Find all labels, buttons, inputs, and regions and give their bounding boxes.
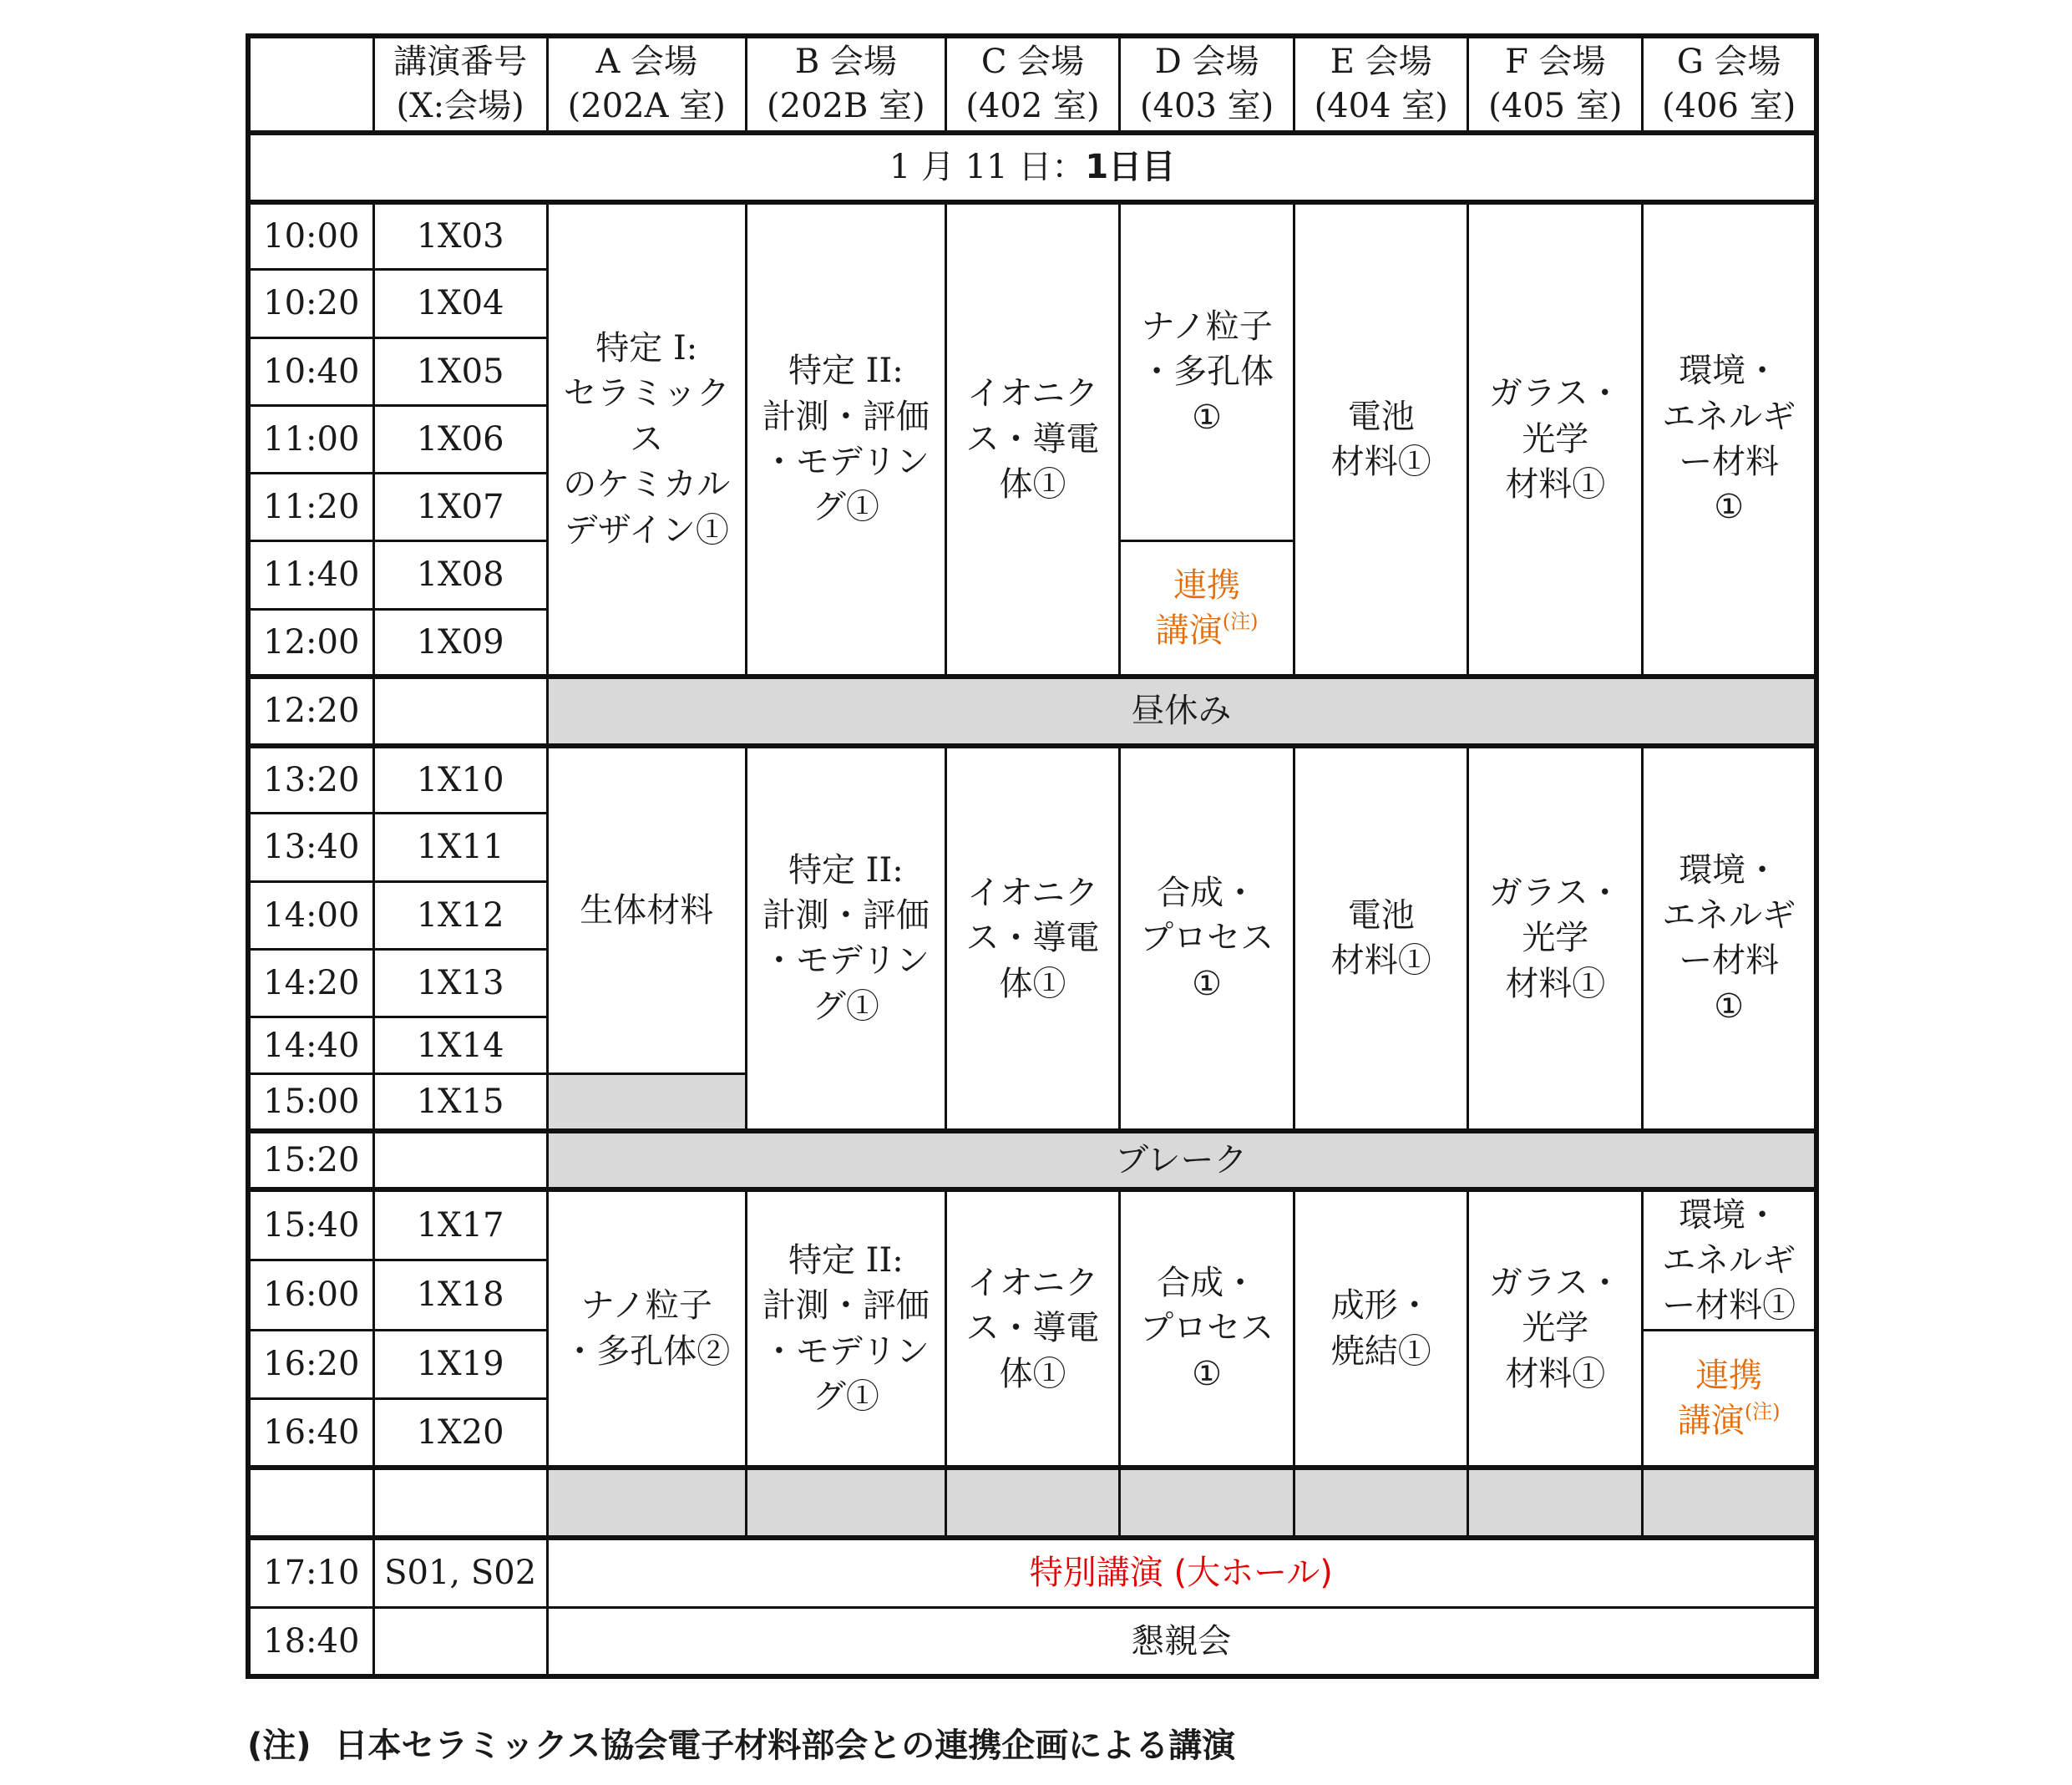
collab-label: 連携 (1173, 565, 1241, 605)
code-cell: 1X08 (373, 541, 547, 609)
header-code: 講演番号 (X:会場) (373, 36, 547, 133)
code-cell: 1X17 (373, 1189, 547, 1260)
code-cell: 1X15 (373, 1074, 547, 1131)
note-mark: (注) (1744, 1399, 1781, 1423)
lunch-break: 昼休み (547, 677, 1816, 745)
time-cell: 14:40 (248, 1017, 373, 1074)
time-cell: 12:20 (248, 677, 373, 745)
session-c-am: イオニク ス・導電 体① (945, 202, 1119, 677)
collab-label: 連携 (1695, 1356, 1763, 1395)
session-a-pm1: 生体材料 (547, 746, 746, 1074)
session-g-pm1: 環境・ エネルギ ー材料 ① (1643, 746, 1816, 1131)
code-cell: 1X03 (373, 202, 547, 270)
reception: 懇親会 (547, 1608, 1816, 1677)
special-row (248, 1538, 1816, 1607)
schedule-table (246, 33, 1819, 1679)
session-c-pm2: イオニク ス・導電 体① (945, 1189, 1119, 1468)
collab-label-2: 講演 (1677, 1401, 1745, 1440)
session-a-am: 特定 I: セラミックス のケミカル デザイン① (547, 202, 746, 677)
session-b-pm1: 特定 II: 計測・評価 ・モデリン グ① (746, 746, 945, 1131)
session-e-pm2: 成形・ 焼結① (1294, 1189, 1468, 1468)
empty-row (248, 1468, 1816, 1538)
empty-slot (746, 1468, 945, 1538)
table-row (248, 746, 1816, 814)
time-cell: 14:20 (248, 949, 373, 1017)
code-cell: 1X04 (373, 270, 547, 337)
header-room-c: C 会場 (402 室) (945, 36, 1119, 133)
header-room-d: D 会場 (403 室) (1120, 36, 1294, 133)
code-cell (373, 1468, 547, 1538)
time-cell: 11:20 (248, 474, 373, 541)
session-b-pm2: 特定 II: 計測・評価 ・モデリン グ① (746, 1189, 945, 1468)
header-room-g: G 会場 (406 室) (1643, 36, 1816, 133)
code-cell (373, 677, 547, 745)
table-row (248, 1189, 1816, 1260)
header-time (248, 36, 373, 133)
code-cell: S01, S02 (373, 1538, 547, 1607)
day-row (248, 133, 1816, 201)
footnote: (注) 日本セラミックス協会電子材料部会との連携企画による講演 (247, 1727, 1236, 1765)
session-c-pm1: イオニク ス・導電 体① (945, 746, 1119, 1131)
session-b-am: 特定 II: 計測・評価 ・モデリン グ① (746, 202, 945, 677)
header-room-a: A 会場 (202A 室) (547, 36, 746, 133)
collab-lecture-g (1643, 1330, 1816, 1468)
code-cell: 1X20 (373, 1399, 547, 1468)
code-cell (373, 1131, 547, 1189)
code-cell: 1X05 (373, 337, 547, 405)
special-lecture: 特別講演 (大ホール) (547, 1538, 1816, 1607)
lunch-row (248, 677, 1816, 745)
collab-label-2: 講演 (1155, 611, 1223, 651)
code-cell: 1X14 (373, 1017, 547, 1074)
time-cell (248, 1468, 373, 1538)
empty-slot (1294, 1468, 1468, 1538)
code-cell (373, 1608, 547, 1677)
code-cell: 1X11 (373, 814, 547, 881)
session-a-pm2: ナノ粒子 ・多孔体② (547, 1189, 746, 1468)
code-cell: 1X18 (373, 1260, 547, 1330)
day-label: 1日目 (1085, 148, 1176, 187)
session-f-pm2: ガラス・ 光学 材料① (1468, 1189, 1643, 1468)
table-row (248, 202, 1816, 270)
session-d-pm2: 合成・ プロセス ① (1120, 1189, 1294, 1468)
session-f-pm1: ガラス・ 光学 材料① (1468, 746, 1643, 1131)
day-date: 1 月 11 日： (889, 148, 1086, 187)
time-cell: 14:00 (248, 881, 373, 949)
session-d-pm1: 合成・ プロセス ① (1120, 746, 1294, 1131)
empty-slot (945, 1468, 1119, 1538)
header-room-b: B 会場 (202B 室) (746, 36, 945, 133)
time-cell: 17:10 (248, 1538, 373, 1607)
empty-slot-a (547, 1074, 746, 1131)
session-d-am: ナノ粒子 ・多孔体 ① (1120, 202, 1294, 541)
coffee-break: ブレーク (547, 1131, 1816, 1189)
code-cell: 1X07 (373, 474, 547, 541)
collab-lecture-d (1120, 541, 1294, 677)
session-g-am: 環境・ エネルギ ー材料 ① (1643, 202, 1816, 677)
time-cell: 10:40 (248, 337, 373, 405)
header-room-f: F 会場 (405 室) (1468, 36, 1643, 133)
party-row (248, 1608, 1816, 1677)
time-cell: 15:00 (248, 1074, 373, 1131)
time-cell: 11:00 (248, 405, 373, 473)
time-cell: 13:20 (248, 746, 373, 814)
break-row (248, 1131, 1816, 1189)
session-g-pm2: 環境・ エネルギ ー材料① (1643, 1189, 1816, 1330)
empty-slot (1468, 1468, 1643, 1538)
time-cell: 10:00 (248, 202, 373, 270)
time-cell: 15:20 (248, 1131, 373, 1189)
time-cell: 16:40 (248, 1399, 373, 1468)
day-title (248, 133, 1816, 201)
time-cell: 16:20 (248, 1330, 373, 1398)
header-row (248, 36, 1816, 133)
code-cell: 1X12 (373, 881, 547, 949)
code-cell: 1X13 (373, 949, 547, 1017)
code-cell: 1X10 (373, 746, 547, 814)
code-cell: 1X09 (373, 609, 547, 677)
session-e-am: 電池 材料① (1294, 202, 1468, 677)
code-cell: 1X06 (373, 405, 547, 473)
code-cell: 1X19 (373, 1330, 547, 1398)
time-cell: 13:40 (248, 814, 373, 881)
time-cell: 11:40 (248, 541, 373, 609)
note-mark: (注) (1222, 610, 1259, 634)
session-f-am: ガラス・ 光学 材料① (1468, 202, 1643, 677)
session-e-pm1: 電池 材料① (1294, 746, 1468, 1131)
empty-slot (1120, 1468, 1294, 1538)
time-cell: 15:40 (248, 1189, 373, 1260)
time-cell: 12:00 (248, 609, 373, 677)
header-room-e: E 会場 (404 室) (1294, 36, 1468, 133)
empty-slot (547, 1468, 746, 1538)
time-cell: 10:20 (248, 270, 373, 337)
empty-slot (1643, 1468, 1816, 1538)
time-cell: 18:40 (248, 1608, 373, 1677)
time-cell: 16:00 (248, 1260, 373, 1330)
